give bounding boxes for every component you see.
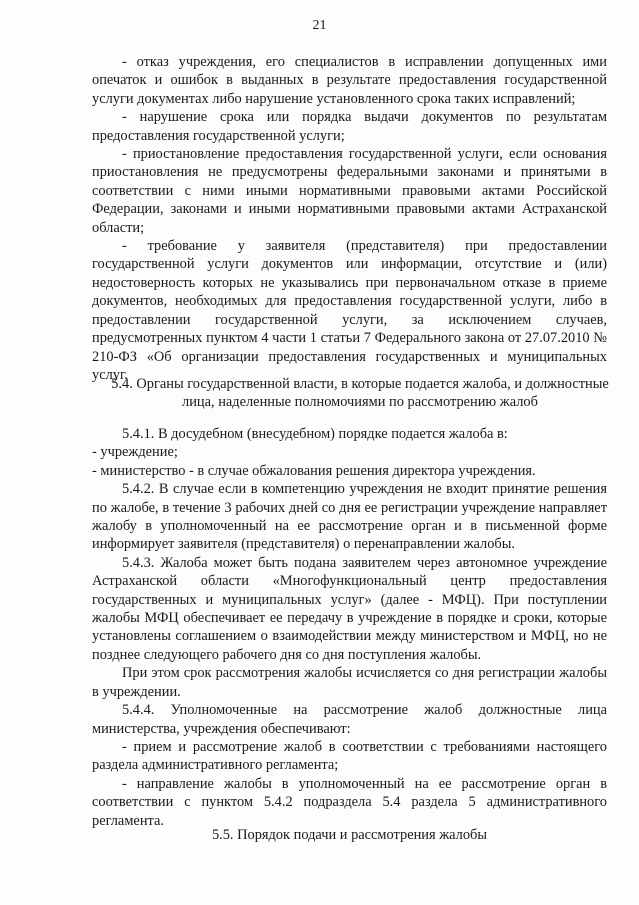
- paragraph-block-5-4: [92, 425, 607, 830]
- list-item: - направление жалобы в уполномоченный на ее рассмотрение орган в соответствии с пунктом 5.4.2 подраздела 5.4 раздела 5 административного регламента.: [92, 775, 607, 829]
- paragraph: - требование у заявителя (представителя) при предоставлении государственной услуги документов или информации, отсутствие и (или) недостоверность которых не указывались при первоначальном отказе в приеме документов, необходимых для предоставления государственной услуги, либо в предоставлении государственной услуги, за исключением случаев, предусмотренных пунктом 4 части 1 статьи 7 Федерального закона от 27.07.2010 № 210-ФЗ «Об организации предоставления государственных и муниципальных услуг.: [92, 238, 607, 383]
- list-item: - прием и рассмотрение жалоб в соответствии с требованиями настоящего раздела административного регламента;: [92, 738, 607, 774]
- section-heading-5-5: 5.5. Порядок подачи и рассмотрения жалобы: [211, 827, 488, 843]
- paragraph-5-4-1: 5.4.1. В досудебном (внесудебном) порядке подается жалоба в:: [122, 426, 508, 442]
- paragraph-5-4-2: 5.4.2. В случае если в компетенцию учреждения не входит принятие решения по жалобе, в течение 3 рабочих дней со дня ее регистрации учреждение направляет жалобу в уполномоченный на ее рассмотрение орган и в письменной форме информирует заявителя (представителя) о перенаправлении жалобы.: [92, 481, 607, 553]
- paragraph: - нарушение срока или порядка выдачи документов по результатам предоставления государственной услуги;: [92, 109, 607, 144]
- section-heading-5-4: 5.4. Органы государственной власти, в которые подается жалоба, и должностные лица, наделенные полномочиями по рассмотрению жалоб: [111, 376, 609, 411]
- paragraph: - приостановление предоставления государственной услуги, если основания приостановления не предусмотрены федеральными законами и принятыми в соответствии с ними иными нормативными правовыми актами Российской Федерации, законами и иными нормативными правовыми актами Астраханской области;: [92, 146, 607, 236]
- paragraph-5-4-3: 5.4.3. Жалоба может быть подана заявителем через автономное учреждение Астраханской области «Многофункциональный центр предоставления государственных и муниципальных услуг» (далее - МФЦ). При поступлении жалобы МФЦ обеспечивает ее передачу в учреждение в порядке и сроки, которые установлены соглашением о взаимодействии между министерством и МФЦ, но не позднее следующего рабочего дня со дня поступления жалобы.: [92, 554, 607, 663]
- paragraph: - отказ учреждения, его специалистов в исправлении допущенных ими опечаток и ошибок в выданных в результате предоставления государственной услуги документах либо нарушение установленного срока таких исправлений;: [92, 54, 607, 107]
- paragraph-5-4-4: 5.4.4. Уполномоченные на рассмотрение жалоб должностные лица министерства, учреждения обеспечивают:: [92, 702, 607, 737]
- paragraph-block-grounds: [92, 53, 607, 384]
- page-number: 21: [312, 18, 327, 33]
- list-item: - учреждение;: [92, 444, 178, 461]
- list-item: - министерство - в случае обжалования решения директора учреждения.: [92, 462, 536, 479]
- paragraph-term: При этом срок рассмотрения жалобы исчисляется со дня регистрации жалобы в учреждении.: [92, 665, 607, 700]
